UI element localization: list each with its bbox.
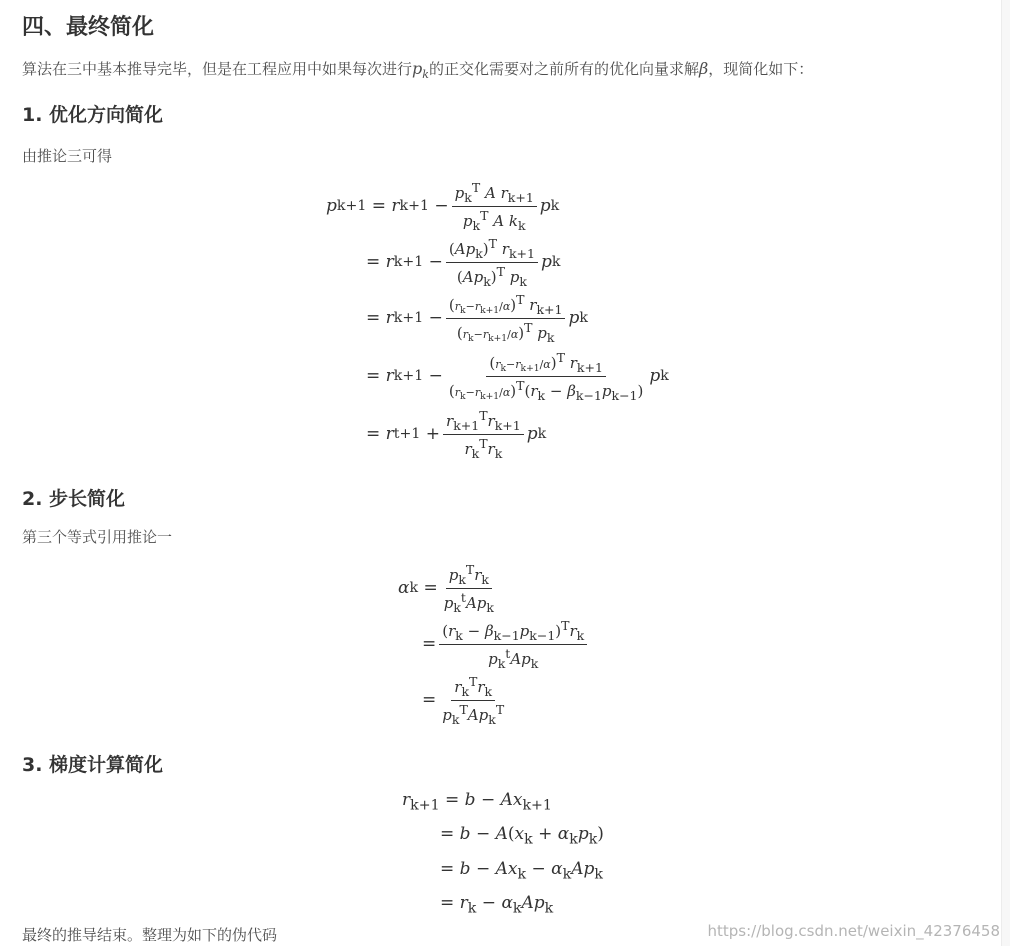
- closing-text: 最终的推导结束。整理为如下的伪代码: [22, 926, 278, 944]
- sub3-title: 3. 梯度计算简化: [22, 754, 164, 776]
- eq3-line-3: = $b - Ax_k - \alpha_kAp_k$: [440, 858, 603, 883]
- sub2-text: 第三个等式引用推论一: [22, 528, 173, 546]
- section-title: 四、最终简化: [22, 15, 155, 40]
- watermark: https://blog.csdn.net/weixin_42376458: [707, 922, 1000, 940]
- eq3-line-2: = $b - A(x_k + \alpha_kp_k)$: [440, 824, 604, 848]
- eq1-line-3: = r k+1 − $\frac{(r_k-r_{k+1}/\alpha)^T r_{k+1}}{(r_k-r_{k+1}/\alpha)^T p_k}$ p k: [366, 291, 588, 345]
- eq2-line-3: = $\frac{r_k^Tr_k}{p_k^TAp_k^T}$: [422, 673, 505, 727]
- eq1-line-4: = r k+1 − $\frac{(r_k-r_{k+1}/\alpha)^T r_{k+1}}{(r_k-r_{k+1}/\alpha)^T(r_k - \beta_{k-1}p_{k-1})}$ p k: [366, 349, 669, 403]
- equation-optimization-direction: [326, 178, 706, 460]
- var-p: $p_k$: [412, 59, 429, 82]
- equation-gradient: [402, 786, 642, 917]
- var-beta: β: [698, 59, 709, 78]
- sub1-text: 由推论三可得: [22, 147, 113, 165]
- eq1-line-1: p k+1 = r k+1 − $\frac{p_k^T A r_{k+1}}{p_k^T A k_k}$ p k: [326, 179, 560, 233]
- eq3-line-1: $r_{k+1} = b - Ax_{k+1}$: [402, 790, 552, 814]
- eq2-line-2: = $\frac{(r_k - \beta_{k-1}p_{k-1})^Tr_k}{p_k^tAp_k}$: [422, 616, 590, 672]
- intro-paragraph: 算法在三中基本推导完毕，但是在工程应用中如果每次进行$p_k$的正交化需要对之前所有的优化向量求解β，现简化如下：: [22, 59, 814, 82]
- page-edge: [1001, 0, 1010, 946]
- eq3-line-4: = $r_k - \alpha_kAp_k$: [440, 893, 554, 917]
- eq1-line-5: = r t+1 + $\frac{r_{k+1}^Tr_{k+1}}{r_k^Tr_k}$ p k: [366, 407, 547, 461]
- sub1-title: 1. 优化方向简化: [22, 104, 164, 126]
- eq2-line-1: α k = $\frac{p_k^Tr_k}{p_k^tAp_k}$: [398, 561, 494, 615]
- eq1-line-2: = r k+1 − $\frac{(Ap_k)^T r_{k+1}}{(Ap_k)^T p_k}$ p k: [366, 235, 561, 289]
- sub2-title: 2. 步长简化: [22, 488, 126, 510]
- equation-step-size: [398, 560, 638, 730]
